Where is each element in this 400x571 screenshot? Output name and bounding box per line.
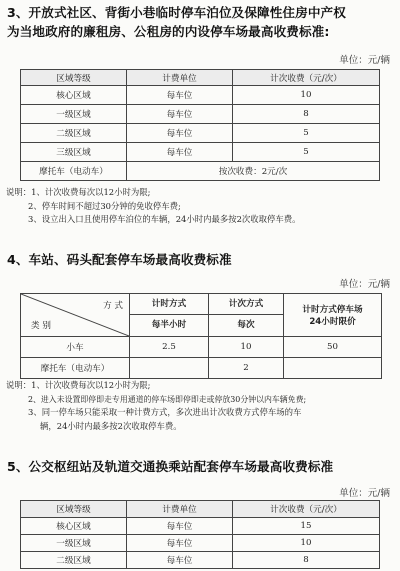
table-cell: 二级区域 bbox=[21, 124, 127, 143]
table-row bbox=[21, 337, 382, 358]
table-row bbox=[21, 162, 380, 181]
diag-bottom-label: 类 别 bbox=[31, 321, 51, 331]
section4-title: 4、车站、码头配套停车场最高收费标准 bbox=[7, 252, 232, 267]
table-cell: 每车位 bbox=[127, 535, 233, 552]
table-cell: 每车位 bbox=[127, 124, 233, 143]
table-cell: 摩托车（电动车） bbox=[21, 358, 130, 379]
table-cell: 小车 bbox=[21, 337, 130, 358]
table-cell: 摩托车（电动车） bbox=[21, 162, 127, 181]
section4-unit: 单位：元/辆 bbox=[339, 279, 390, 290]
table-cell: 每车位 bbox=[127, 105, 233, 124]
diag-top-label: 方 式 bbox=[103, 301, 123, 311]
table-cell: 2 bbox=[209, 358, 284, 379]
note-line: 2、停车时间不超过30分钟的免收停车费; bbox=[28, 200, 181, 211]
table-header: 计次收费（元/次） bbox=[233, 70, 380, 86]
table-header: 计次收费（元/次） bbox=[233, 501, 380, 518]
section3-title-line2: 为当地政府的廉租房、公租房的内设停车场最高收费标准: bbox=[7, 24, 330, 39]
section3-unit: 单位：元/辆 bbox=[339, 55, 390, 66]
table-cell: 三级区域 bbox=[21, 143, 127, 162]
diagonal-header-cell bbox=[21, 294, 130, 337]
table-row bbox=[21, 143, 380, 162]
table-header: 区域等级 bbox=[21, 70, 127, 86]
table-row bbox=[21, 358, 382, 379]
table-row bbox=[21, 105, 380, 124]
section4-notes bbox=[6, 379, 306, 433]
col-header-bottom: 每半小时 bbox=[151, 320, 187, 330]
section5-table bbox=[20, 500, 380, 569]
table-cell: 每车位 bbox=[127, 552, 233, 569]
table-row bbox=[21, 124, 380, 143]
section3-table bbox=[20, 69, 380, 181]
table-cell: 5 bbox=[233, 143, 380, 162]
table-cell: 10 bbox=[209, 337, 284, 358]
table-row bbox=[21, 518, 380, 535]
table-cell: 2.5 bbox=[130, 337, 209, 358]
table-cell bbox=[130, 358, 209, 379]
table-cell: 每车位 bbox=[127, 518, 233, 535]
table-cell: 8 bbox=[233, 552, 380, 569]
note-line: 3、同一停车场只能采取一种计费方式，多次进出计次收费方式停车场的车 bbox=[28, 407, 302, 417]
table-row bbox=[21, 535, 380, 552]
table-cell bbox=[284, 358, 382, 379]
col-header-daily-cap bbox=[284, 294, 382, 337]
table-cell: 15 bbox=[233, 518, 380, 535]
table-header: 计费单位 bbox=[127, 70, 233, 86]
table-cell: 每车位 bbox=[127, 86, 233, 105]
col-header-line: 计时方式停车场 bbox=[302, 305, 363, 315]
col-header-count bbox=[209, 294, 284, 337]
table-cell: 10 bbox=[233, 535, 380, 552]
col-header-timed bbox=[130, 294, 209, 337]
table-cell: 10 bbox=[233, 86, 380, 105]
section5-title: 5、公交枢纽站及轨道交通换乘站配套停车场最高收费标准 bbox=[7, 459, 334, 474]
section5-unit: 单位：元/辆 bbox=[339, 488, 390, 499]
col-header-top: 计次方式 bbox=[209, 294, 283, 315]
table-row bbox=[21, 552, 380, 569]
table-cell: 核心区域 bbox=[21, 86, 127, 105]
note-line: 辆，24小时内最多按2次收取停车费。 bbox=[40, 420, 182, 431]
col-header-top: 计时方式 bbox=[130, 294, 208, 315]
table-cell: 按次收费：2元/次 bbox=[127, 162, 380, 181]
note-line: 3、设立出入口且使用停车泊位的车辆，24小时内最多按2次收取停车费。 bbox=[28, 214, 301, 224]
table-cell: 一级区域 bbox=[21, 535, 127, 552]
table-cell: 一级区域 bbox=[21, 105, 127, 124]
table-row bbox=[21, 86, 380, 105]
note-line: 说明：1、计次收费每次以12小时为限; bbox=[6, 380, 151, 390]
table-cell: 5 bbox=[233, 124, 380, 143]
col-header-line: 24小时限价 bbox=[309, 317, 356, 327]
section4-table bbox=[20, 293, 382, 379]
section3-notes bbox=[6, 186, 301, 227]
table-header: 计费单位 bbox=[127, 501, 233, 518]
note-line: 说明：1、计次收费每次以12小时为限; bbox=[6, 187, 151, 197]
table-cell: 每车位 bbox=[127, 143, 233, 162]
note-line: 2、进入未设置即停即走专用通道的停车场即停即走或停放30分钟以内车辆免费; bbox=[28, 394, 307, 404]
table-cell: 50 bbox=[284, 337, 382, 358]
table-header: 区域等级 bbox=[21, 501, 127, 518]
table-cell: 核心区域 bbox=[21, 518, 127, 535]
col-header-bottom: 每次 bbox=[237, 320, 255, 330]
table-cell: 二级区域 bbox=[21, 552, 127, 569]
table-cell: 8 bbox=[233, 105, 380, 124]
section3-title-line1: 3、开放式社区、背街小巷临时停车泊位及保障性住房中产权 bbox=[7, 5, 346, 20]
